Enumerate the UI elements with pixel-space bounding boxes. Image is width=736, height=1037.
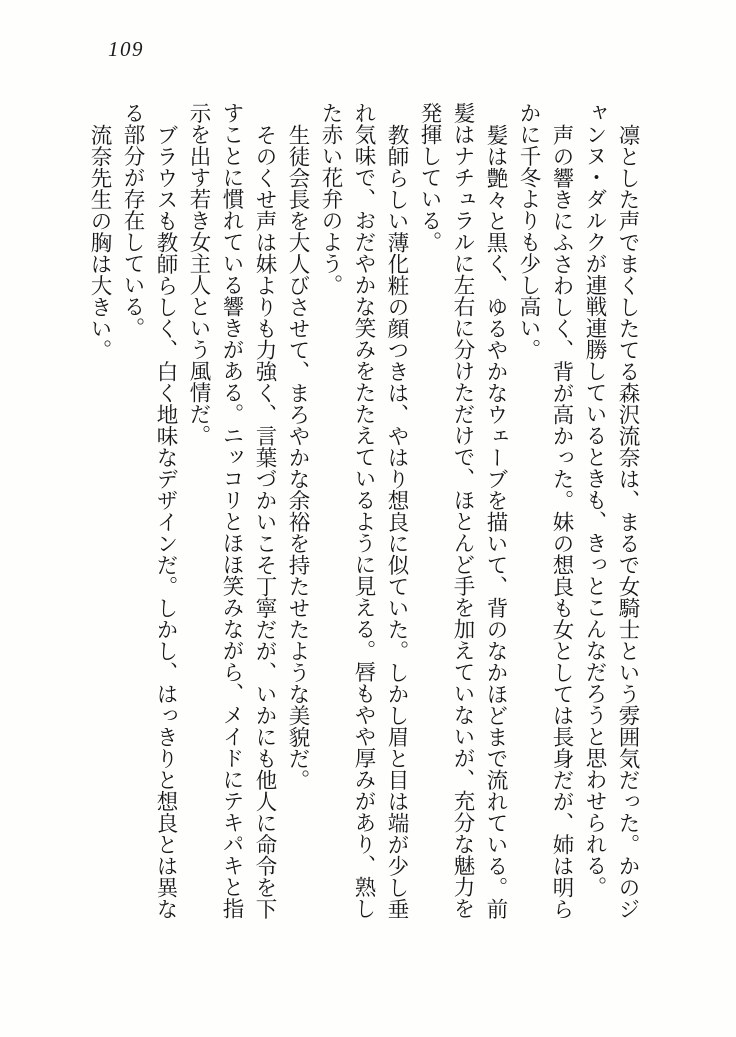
page-number: 109 xyxy=(108,37,144,61)
paragraph: 生徒会長を大人びさせて、まろやかな余裕を持たせたような美貌だ。 xyxy=(286,123,310,790)
paragraph: 流奈先生の胸は大きい。 xyxy=(88,123,112,360)
paragraph: 声の響きにふさわしく、背が高かった。妹の想良も女としては長身だが、姉は明らかに千冬よりも少し高い。 xyxy=(517,102,574,919)
paragraph: そのくせ声は妹よりも力強く、言葉づかいこそ丁寧だが、いかにも他人に命令を下すことに慣れている響きがある。ニッコリとほほ笑みながら、メイドにテキパキと指示を出す若き女主人という風情だ。 xyxy=(187,102,277,919)
paragraph: 凛とした声でまくしたてる森沢流奈は、まるで女騎士という雰囲気だった。かのジャンヌ・ダルクが連戦連勝しているときも、きっとこんなだろうと思わせられる。 xyxy=(583,102,640,919)
paragraph: 髪は艶々と黒く、ゆるやかなウェーブを描いて、背のなかほどまで流れている。前髪はナチュラルに左右に分けただけで、ほとんど手を加えていないが、充分な魅力を発揮している。 xyxy=(418,102,508,919)
paragraph: ブラウスも教師らしく、白く地味なデザインだ。しかし、はっきりと想良とは異なる部分が存在している。 xyxy=(121,102,178,919)
vertical-text-block xyxy=(82,102,644,928)
paragraph: 教師らしい薄化粧の顔つきは、やはり想良に似ていた。しかし眉と目は端が少し垂れ気味で、おだやかな笑みをたたえているように見える。唇もやや厚みがあり、熟した赤い花弁のよう。 xyxy=(319,102,409,919)
